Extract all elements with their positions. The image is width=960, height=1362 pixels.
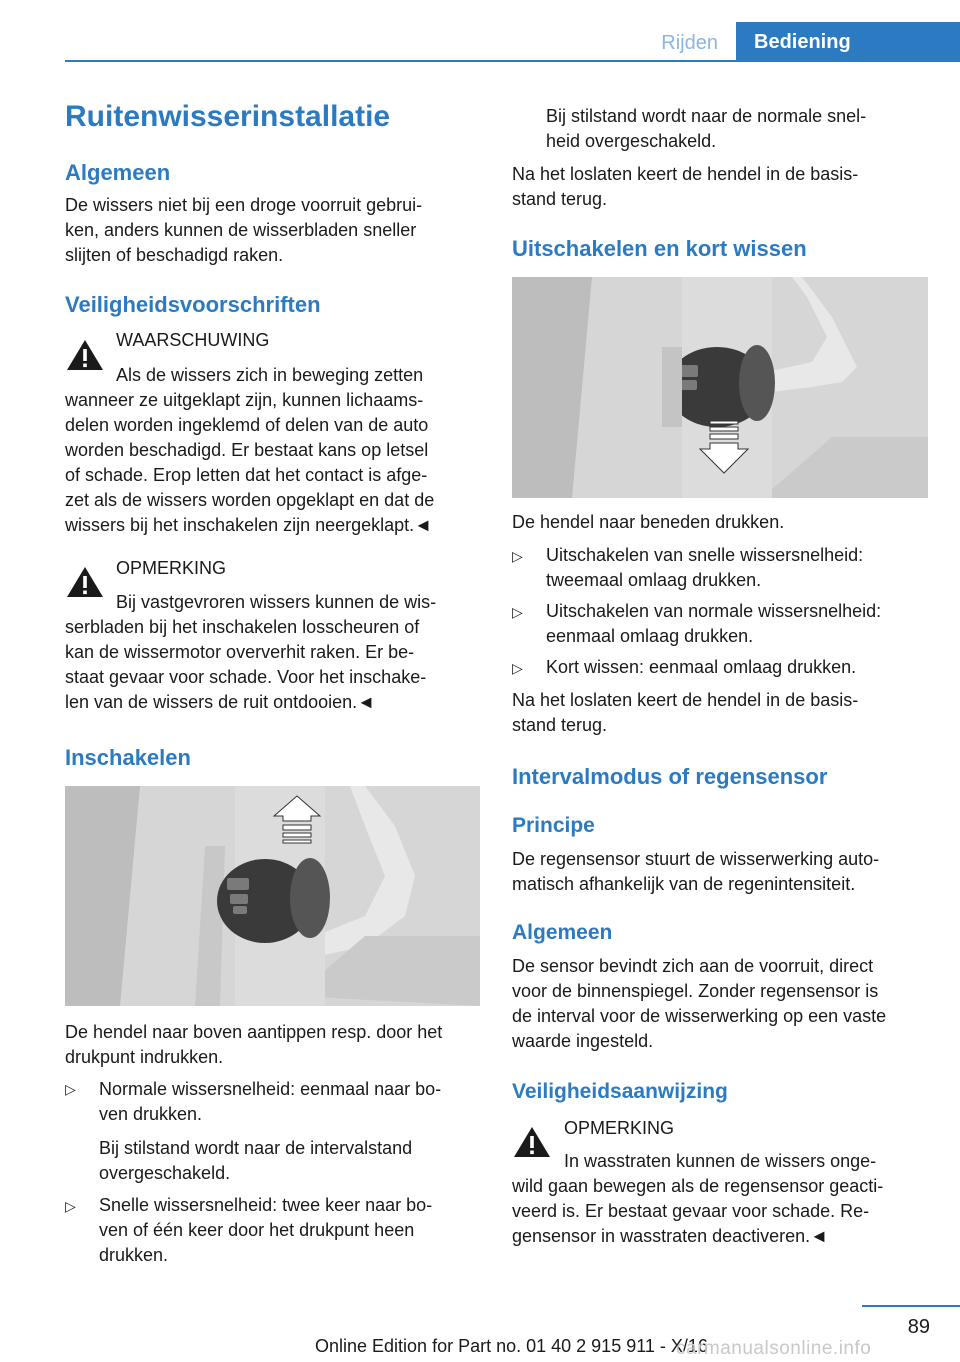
warning-text — [65, 363, 481, 538]
list-item — [99, 1193, 432, 1268]
principe-text — [512, 847, 879, 897]
text-line: wild gaan bewegen als de regensensor geacti- — [512, 1176, 884, 1196]
triangle-bullet-icon: ▷ — [65, 1198, 76, 1214]
list-item — [546, 543, 863, 593]
text-line: drukken. — [99, 1245, 169, 1265]
text-line: worden beschadigd. Er bestaat kans op letsel — [65, 440, 429, 460]
text-line: ven of één keer door het drukpunt heen — [99, 1220, 415, 1240]
heading-algemeen: Algemeen — [65, 160, 171, 185]
text-line: wissers bij het inschakelen zijn neergeklapt.◄ — [65, 515, 432, 535]
text-line: De sensor bevindt zich aan de voorruit, direct — [512, 956, 874, 976]
warning-label: OPMERKING — [116, 558, 227, 578]
heading-uitschakelen: Uitschakelen en kort wissen — [512, 236, 807, 261]
page-number: 89 — [907, 1316, 930, 1338]
list-item — [546, 655, 856, 680]
heading-algemeen-right: Algemeen — [512, 921, 613, 944]
text-line: De regensensor stuurt de wisserwerking auto- — [512, 849, 880, 869]
uitschakelen-text: De hendel naar beneden drukken. — [512, 512, 785, 532]
text-line: staat gevaar voor schade. Voor het inschake- — [65, 667, 427, 687]
tab-rijden[interactable]: Rijden — [661, 32, 718, 54]
triangle-bullet-icon: ▷ — [512, 604, 523, 620]
text-line: voor de binnenspiegel. Zonder regensensor is — [512, 981, 879, 1001]
text-line: Na het loslaten keert de hendel in de basis- — [512, 164, 859, 184]
triangle-bullet-icon: ▷ — [65, 1081, 76, 1097]
text-line: tweemaal omlaag drukken. — [546, 570, 762, 590]
heading-principe: Principe — [512, 814, 595, 837]
header-rule — [65, 60, 960, 62]
text-line: zet als de wissers worden opgeklapt en dat de — [65, 490, 435, 510]
heading-veiligheidsvoorschriften: Veiligheidsvoorschriften — [65, 292, 321, 317]
text-line: Bij stilstand wordt naar de normale snel- — [546, 106, 867, 126]
text-line: delen worden ingeklemd of delen van de auto — [65, 415, 429, 435]
text-line: Bij vastgevroren wissers kunnen de wis- — [116, 592, 437, 612]
text-line: len van de wissers de ruit ontdooien.◄ — [65, 692, 375, 712]
text-line: stand terug. — [512, 715, 608, 735]
text-line: eenmaal omlaag drukken. — [546, 626, 754, 646]
text-line: Uitschakelen van normale wissersnelheid: — [546, 601, 882, 621]
text-line: drukpunt indrukken. — [65, 1047, 224, 1067]
text-line: ken, anders kunnen de wisserbladen sneller — [65, 220, 417, 240]
warning-label: WAARSCHUWING — [116, 330, 270, 350]
edition-text: Online Edition for Part no. 01 40 2 915 911 - X/16 — [315, 1336, 708, 1356]
triangle-bullet-icon: ▷ — [512, 548, 523, 564]
text-line: Normale wissersnelheid: eenmaal naar bo- — [99, 1079, 442, 1099]
heading-veiligheidsaanwijzing: Veiligheidsaanwijzing — [512, 1080, 728, 1103]
warning-label: OPMERKING — [564, 1118, 675, 1138]
text-line: veerd is. Er bestaat gevaar voor schade. Re- — [512, 1201, 870, 1221]
list-item — [99, 1077, 441, 1186]
text-line: kan de wissermotor oververhit raken. Er be- — [65, 642, 415, 662]
text-line: De wissers niet bij een droge voorruit gebrui- — [65, 195, 423, 215]
warning-text — [512, 1149, 932, 1249]
text-line: Uitschakelen van snelle wissersnelheid: — [546, 545, 864, 565]
lever-up-illustration — [65, 786, 480, 1006]
text-line: Na het loslaten keert de hendel in de basis- — [512, 690, 859, 710]
lever-down-illustration — [512, 277, 928, 498]
warning-text — [65, 590, 481, 715]
text-line: Kort wissen: eenmaal omlaag drukken. — [546, 657, 857, 677]
watermark: carmanualsonline.info — [676, 1338, 872, 1359]
continuation-text — [546, 104, 866, 154]
text-line: overgeschakeld. — [99, 1163, 231, 1183]
text-line: In wasstraten kunnen de wissers onge- — [564, 1151, 877, 1171]
tab-bediening[interactable]: Bediening — [736, 22, 960, 62]
text-line: of schade. Erop letten dat het contact is afge- — [65, 465, 428, 485]
text-line: stand terug. — [512, 189, 608, 209]
text-line: gensensor in wasstraten deactiveren.◄ — [512, 1226, 828, 1246]
text-line: heid overgeschakeld. — [546, 131, 717, 151]
release-text — [512, 162, 858, 212]
text-line: Bij stilstand wordt naar de intervalstand — [99, 1138, 413, 1158]
text-line: matisch afhankelijk van de regenintensiteit. — [512, 874, 856, 894]
triangle-bullet-icon: ▷ — [512, 660, 523, 676]
text-line: ven drukken. — [99, 1104, 203, 1124]
heading-intervalmodus: Intervalmodus of regensensor — [512, 764, 828, 789]
text-line: serbladen bij het inschakelen losscheuren of — [65, 617, 420, 637]
algemeen-text — [65, 193, 422, 268]
text-line: Als de wissers zich in beweging zetten — [116, 365, 424, 385]
page-title: Ruitenwisserinstallatie — [65, 100, 391, 133]
text-line: de interval voor de wisserwerking op een vaste — [512, 1006, 887, 1026]
footer-rule — [862, 1305, 960, 1307]
text-line: wanneer ze uitgeklapt zijn, kunnen lichaams- — [65, 390, 424, 410]
text-line: De hendel naar boven aantippen resp. door het — [65, 1022, 443, 1042]
list-item — [546, 599, 881, 649]
release-text — [512, 688, 858, 738]
header-bar — [65, 22, 960, 62]
text-line: waarde ingesteld. — [512, 1031, 654, 1051]
text-line: Snelle wissersnelheid: twee keer naar bo- — [99, 1195, 433, 1215]
algemeen-right-text — [512, 954, 886, 1054]
heading-inschakelen: Inschakelen — [65, 745, 191, 770]
text-line: slijten of beschadigd raken. — [65, 245, 284, 265]
inschakelen-text — [65, 1020, 442, 1070]
